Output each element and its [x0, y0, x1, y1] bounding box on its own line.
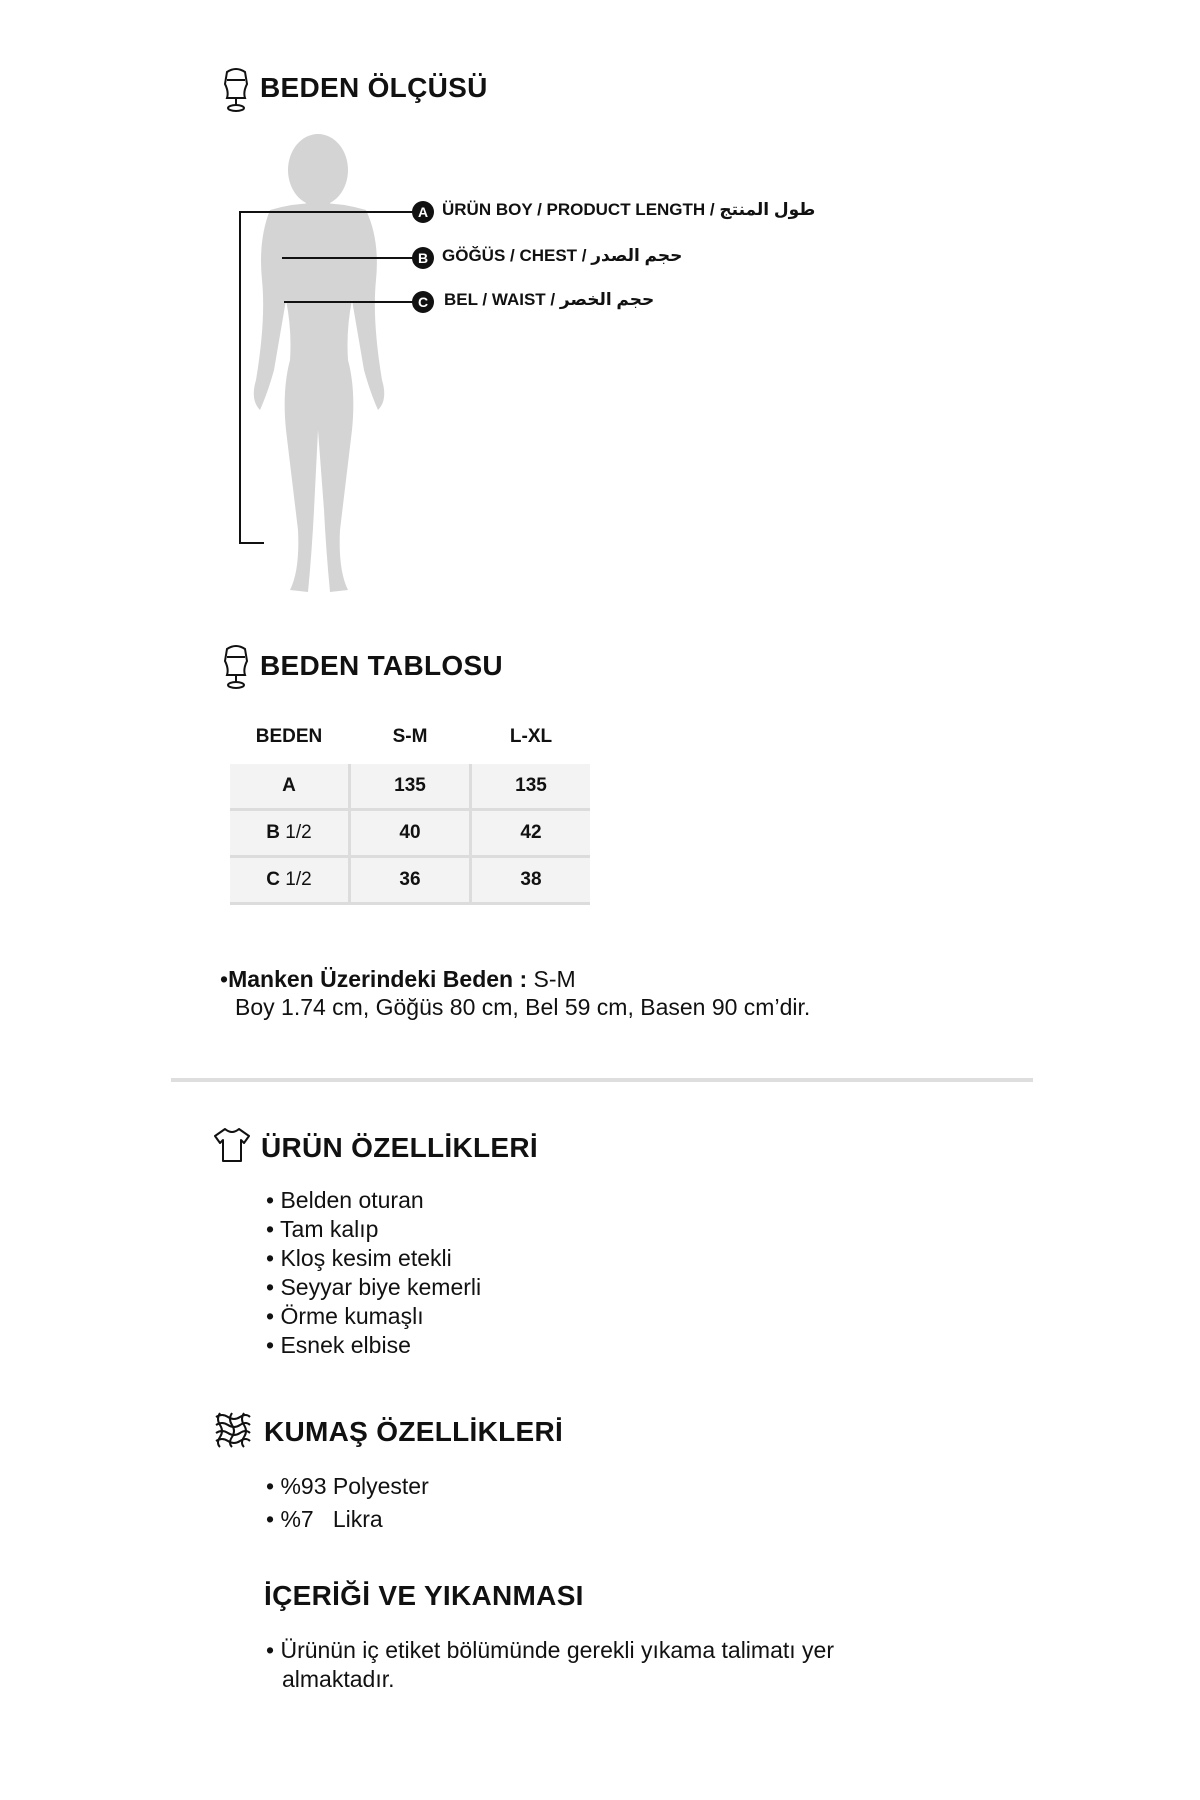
list-item: • %7 Likra: [266, 1506, 383, 1532]
table-cell: 135: [472, 764, 590, 811]
measurement-label-chest: GÖĞÜS / CHEST / حجم الصدر: [442, 246, 683, 265]
size-table: [230, 710, 590, 905]
table-cell: 135: [348, 764, 472, 811]
table-header: L-XL: [509, 726, 553, 747]
table-header: S-M: [392, 726, 428, 747]
model-info: [220, 966, 576, 993]
model-info-details: Boy 1.74 cm, Göğüs 80 cm, Bel 59 cm, Basen 90 cm’dir.: [235, 994, 811, 1020]
table-cell: 42: [472, 811, 590, 858]
badge-b: B: [412, 247, 434, 269]
tshirt-icon: [213, 1126, 251, 1164]
model-info-label: Manken Üzerindeki Beden :: [228, 966, 528, 992]
mannequin-icon: [221, 643, 251, 689]
table-cell: 38: [472, 858, 590, 905]
product-features-list: [266, 1186, 481, 1360]
mannequin-icon: [221, 66, 251, 112]
table-row: [230, 858, 590, 905]
list-item: • Tam kalıp: [266, 1216, 379, 1242]
table-cell: 40: [348, 811, 472, 858]
care-title: İÇERİĞİ VE YIKANMASI: [264, 1580, 584, 1611]
measurement-label-length: ÜRÜN BOY / PRODUCT LENGTH / طول المنتج: [442, 200, 816, 219]
product-features-title: ÜRÜN ÖZELLİKLERİ: [261, 1132, 539, 1163]
care-text: • Ürünün iç etiket bölümünde gerekli yıkama talimatı yer almaktadır.: [266, 1637, 834, 1692]
list-item: • Belden oturan: [266, 1187, 424, 1213]
bullet: •: [220, 966, 229, 992]
list-item: • %93 Polyester: [266, 1473, 429, 1499]
measurement-lines: [230, 200, 430, 550]
table-cell: B 1/2: [230, 811, 348, 858]
fabric-features-list: [266, 1470, 429, 1536]
table-header: BEDEN: [255, 726, 323, 747]
list-item: • Örme kumaşlı: [266, 1303, 424, 1329]
list-item: • Esnek elbise: [266, 1332, 411, 1358]
table-cell: C 1/2: [230, 858, 348, 905]
fabric-icon: [214, 1411, 252, 1449]
list-item: • Kloş kesim etekli: [266, 1245, 452, 1271]
fabric-features-title: KUMAŞ ÖZELLİKLERİ: [264, 1416, 564, 1447]
badge-a: A: [412, 201, 434, 223]
list-item: • Seyyar biye kemerli: [266, 1274, 482, 1300]
badge-c: C: [412, 291, 434, 313]
table-cell: 36: [348, 858, 472, 905]
table-cell: A: [230, 764, 348, 811]
table-header-row: [230, 710, 590, 764]
measurement-label-waist: BEL / WAIST / حجم الخصر: [444, 290, 655, 309]
table-row: [230, 764, 590, 811]
table-row: [230, 811, 590, 858]
model-info-value: S-M: [527, 966, 576, 992]
size-guide-title: BEDEN ÖLÇÜSÜ: [260, 72, 488, 103]
size-table-title: BEDEN TABLOSU: [260, 650, 503, 681]
section-divider: [171, 1078, 1033, 1082]
